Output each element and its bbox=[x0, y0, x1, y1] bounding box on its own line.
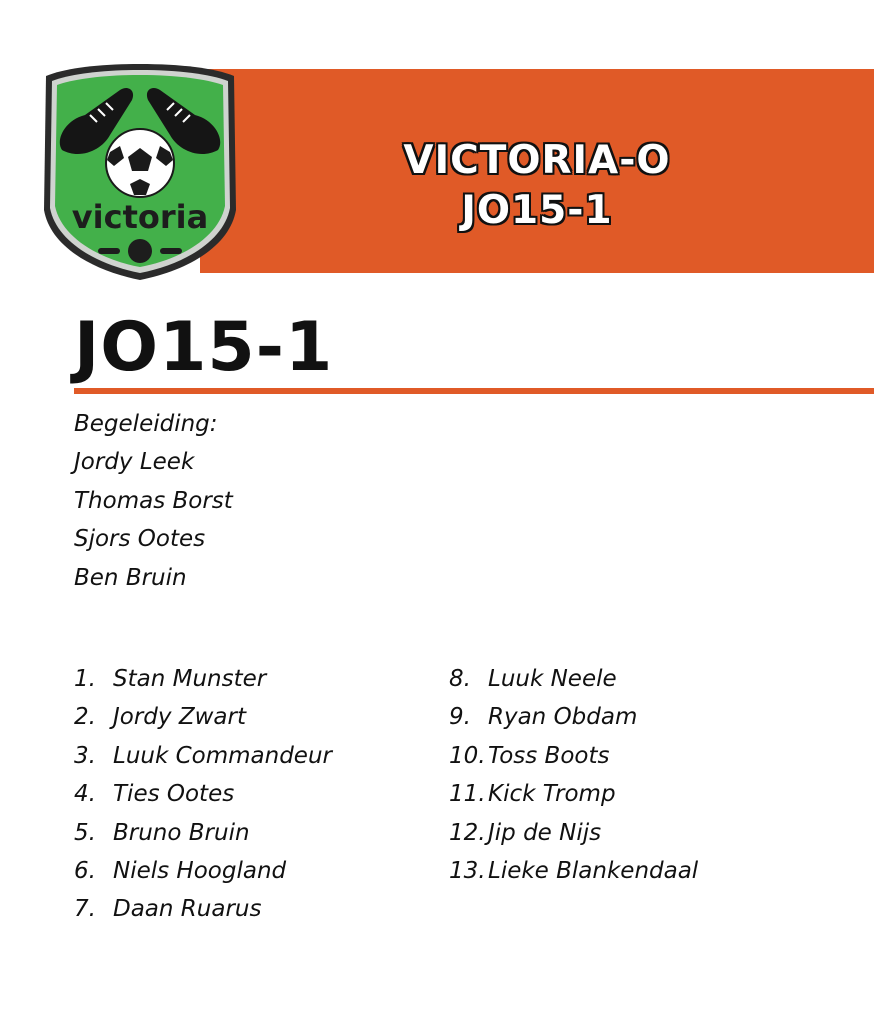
player-item bbox=[74, 660, 332, 698]
player-item bbox=[449, 737, 698, 775]
player-name: Luuk Neele bbox=[488, 666, 617, 692]
banner-title-line-2: JO15-1 bbox=[461, 188, 613, 233]
player-number: 1. bbox=[74, 666, 96, 692]
title-divider bbox=[74, 388, 874, 394]
logo-text: victoria bbox=[71, 198, 209, 236]
player-name: Kick Tromp bbox=[488, 781, 616, 808]
staff-member: Jordy Leek bbox=[74, 449, 195, 476]
player-number: 7. bbox=[74, 896, 96, 923]
player-item bbox=[74, 775, 332, 813]
player-item bbox=[449, 852, 698, 890]
club-logo bbox=[40, 60, 240, 284]
player-number: 8. bbox=[449, 666, 471, 692]
player-name: Jip de Nijs bbox=[488, 819, 602, 846]
player-name: Lieke Blankendaal bbox=[488, 858, 699, 885]
banner-title-line-1: VICTORIA-O bbox=[403, 138, 671, 183]
staff-member: Ben Bruin bbox=[74, 564, 187, 591]
player-list-left bbox=[74, 660, 332, 929]
player-list-right bbox=[449, 660, 698, 890]
player-number: 9. bbox=[449, 704, 471, 731]
player-number: 5. bbox=[74, 819, 96, 846]
player-item bbox=[74, 890, 332, 928]
player-number: 13. bbox=[449, 858, 486, 885]
page-title: JO15-1 bbox=[74, 308, 334, 387]
player-name: Toss Boots bbox=[488, 742, 610, 769]
player-item bbox=[74, 698, 332, 736]
staff-section bbox=[74, 405, 233, 597]
player-item bbox=[74, 814, 332, 852]
player-name: Stan Munster bbox=[113, 666, 267, 692]
player-name: Luuk Commandeur bbox=[113, 742, 332, 769]
player-name: Bruno Bruin bbox=[113, 819, 250, 846]
player-name: Ryan Obdam bbox=[488, 704, 638, 731]
player-number: 2. bbox=[74, 704, 96, 731]
player-item bbox=[449, 660, 698, 698]
player-number: 11. bbox=[449, 781, 486, 808]
player-number: 3. bbox=[74, 742, 96, 769]
staff-member: Sjors Ootes bbox=[74, 526, 206, 553]
staff-member: Thomas Borst bbox=[74, 487, 233, 514]
player-name: Ties Ootes bbox=[113, 781, 235, 808]
player-number: 6. bbox=[74, 858, 96, 885]
banner-title bbox=[200, 136, 874, 236]
player-item bbox=[74, 737, 332, 775]
player-number: 10. bbox=[449, 742, 486, 769]
player-item bbox=[74, 852, 332, 890]
player-name: Niels Hoogland bbox=[113, 858, 287, 885]
staff-heading: Begeleiding: bbox=[74, 411, 218, 437]
player-number: 12. bbox=[449, 819, 486, 846]
player-number: 4. bbox=[74, 781, 96, 808]
player-name: Jordy Zwart bbox=[113, 704, 246, 731]
player-item bbox=[449, 698, 698, 736]
player-item bbox=[449, 814, 698, 852]
player-item bbox=[449, 775, 698, 813]
player-name: Daan Ruarus bbox=[113, 896, 262, 923]
